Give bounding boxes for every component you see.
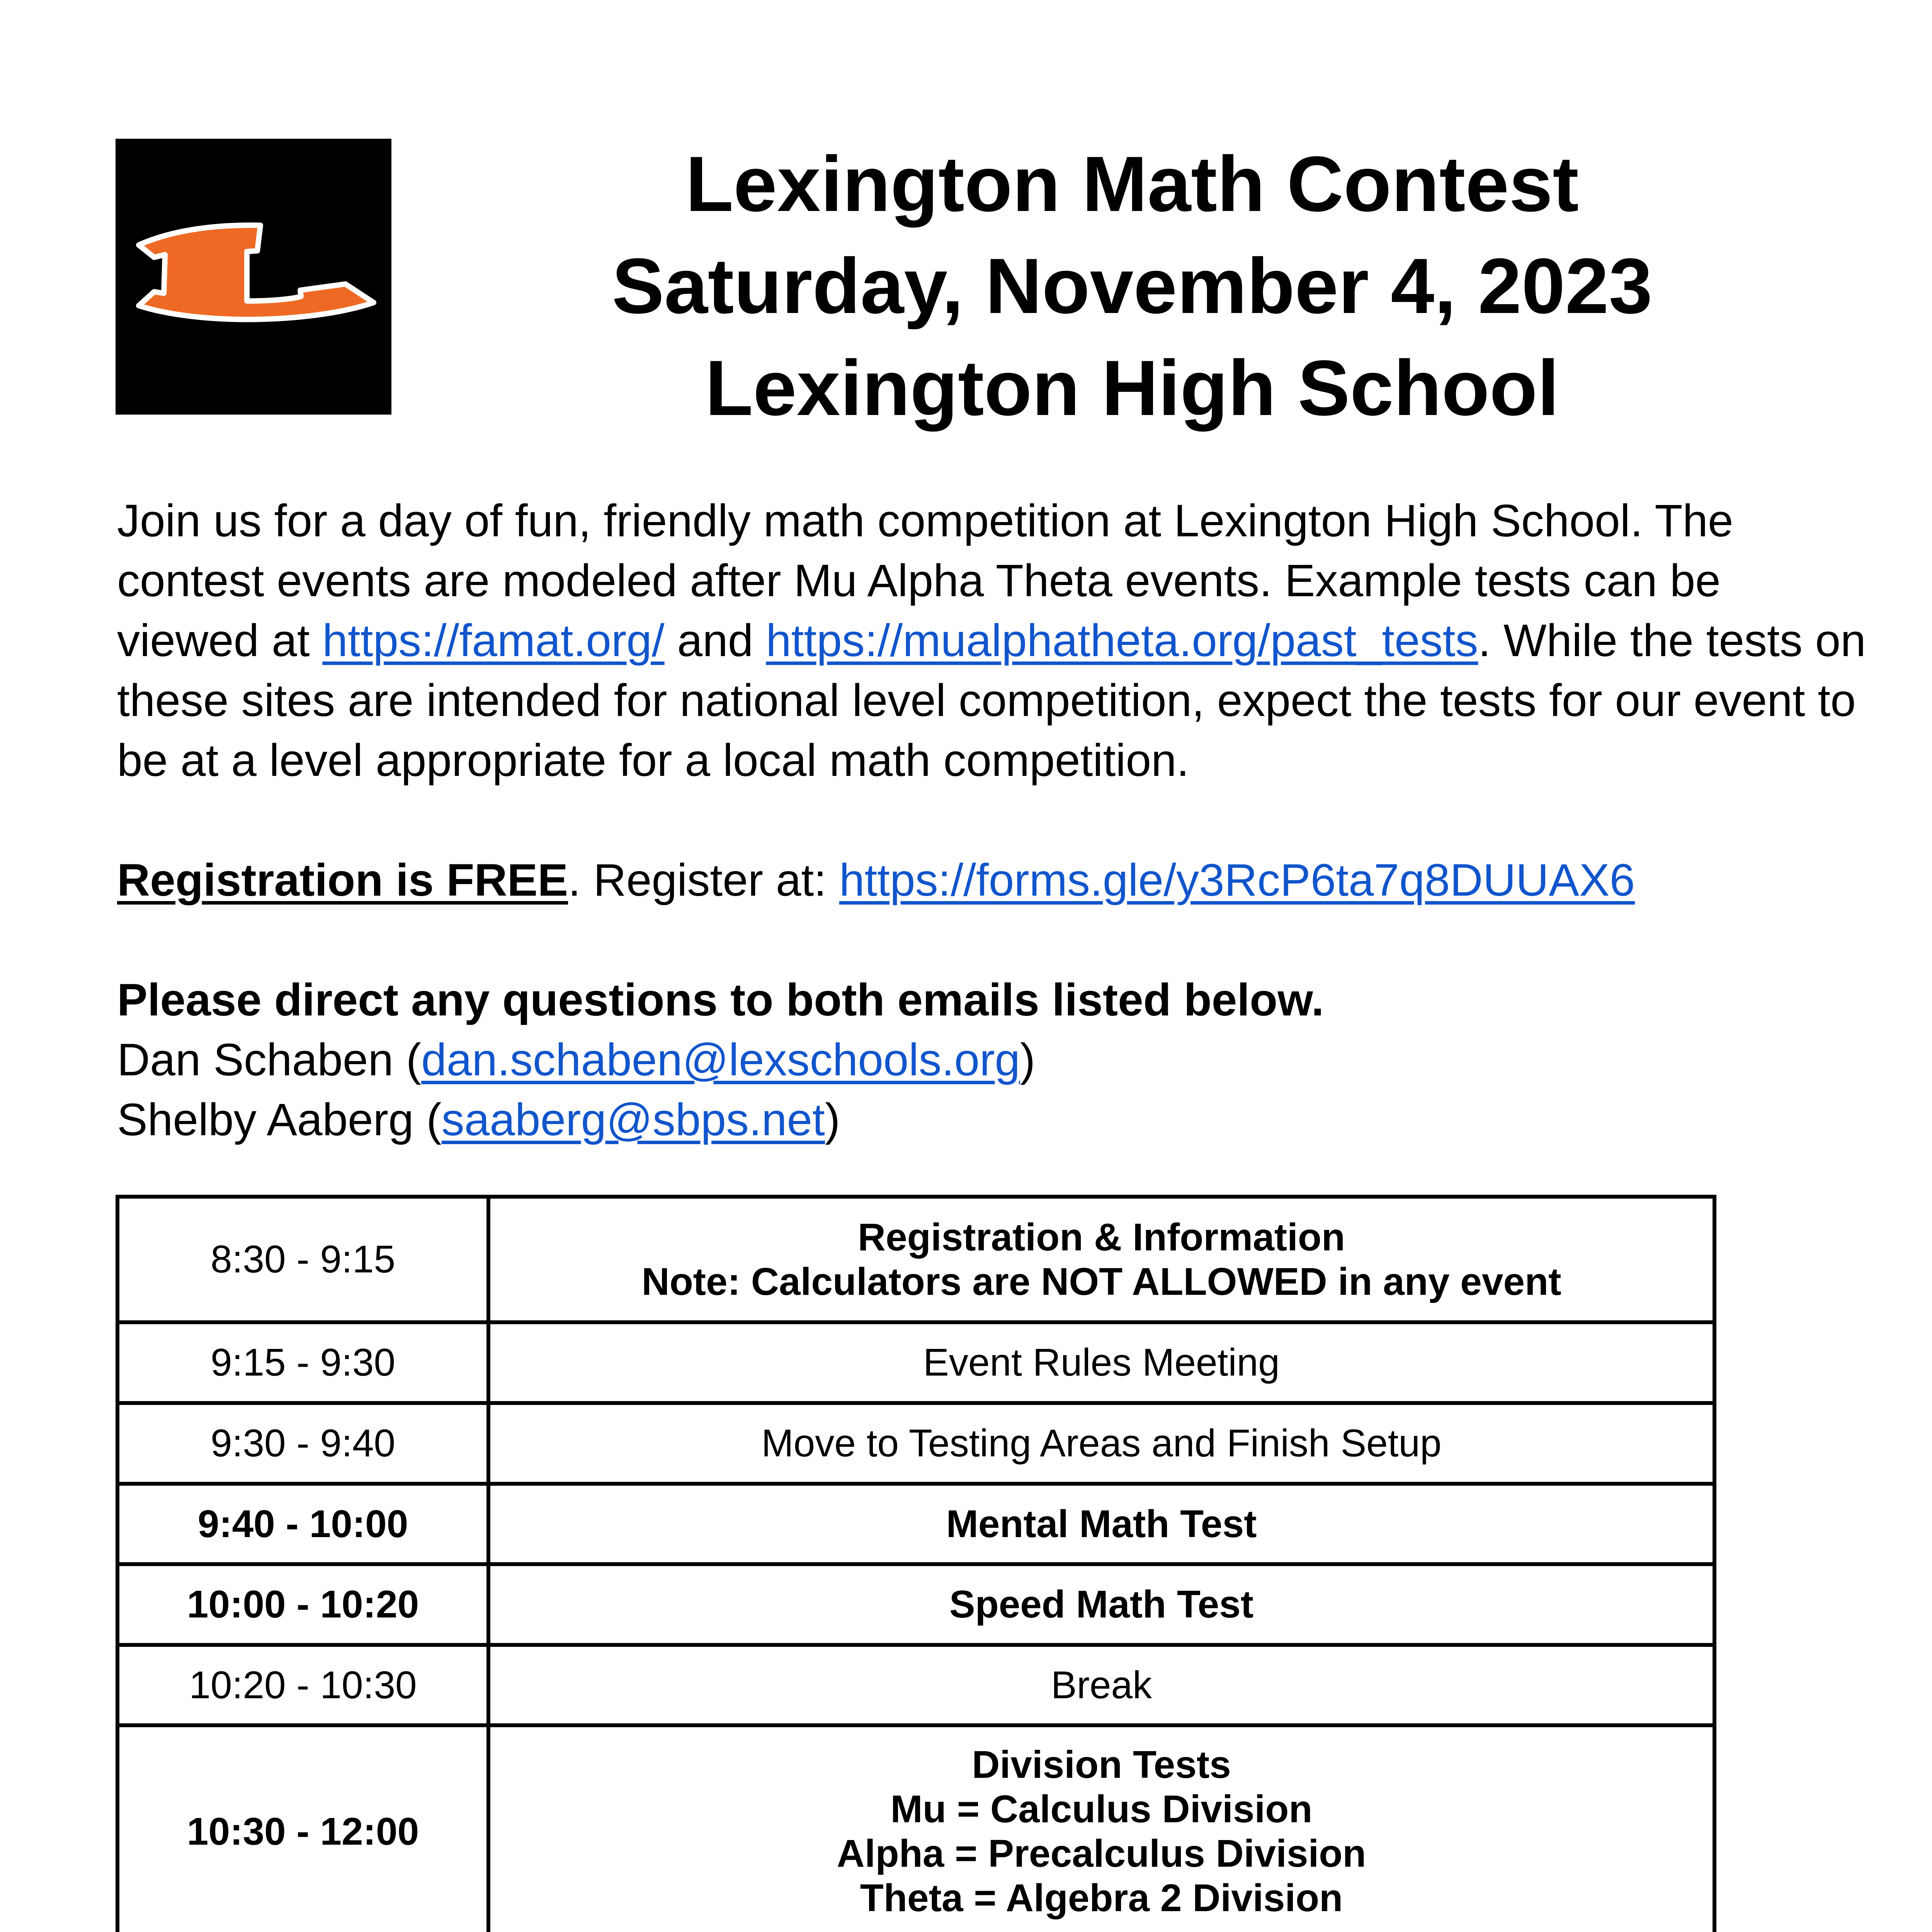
contact-close-paren: ) <box>1020 1034 1036 1085</box>
schedule-row <box>117 1645 1714 1725</box>
schedule-event <box>488 1197 1714 1322</box>
intro-line-5: be at a level appropriate for a local math competition. <box>117 735 1189 786</box>
mualphatheta-past-tests-link[interactable]: https://mualphatheta.org/past_tests <box>766 615 1478 666</box>
schedule-event <box>488 1403 1714 1484</box>
email-link-shelby-aaberg[interactable]: saaberg@sbps.net <box>441 1094 825 1145</box>
schedule-row <box>117 1564 1714 1645</box>
schedule-event-line: Speed Math Test <box>949 1583 1254 1626</box>
schedule-event-line: Move to Testing Areas and Finish Setup <box>761 1422 1442 1465</box>
schedule-row <box>117 1197 1714 1322</box>
schedule-time: 9:40 - 10:00 <box>117 1484 488 1564</box>
schedule-row <box>117 1484 1714 1564</box>
registration-free-label: Registration is FREE <box>117 855 568 906</box>
intro-line-2: contest events are modeled after Mu Alpha Theta events. Example tests can be <box>117 555 1721 606</box>
schedule-event-line: Registration & Information <box>857 1215 1345 1259</box>
intro-line-3 <box>117 612 1866 670</box>
famat-link[interactable]: https://famat.org/ <box>322 615 665 666</box>
intro-text: and <box>664 615 766 666</box>
contacts-heading: Please direct any questions to both emails listed below. <box>117 975 1324 1026</box>
contact-name: Shelby Aaberg ( <box>117 1094 442 1145</box>
title-contest-name: Lexington Math Contest <box>685 140 1579 228</box>
registration-line <box>117 851 1635 909</box>
contact-name: Dan Schaben ( <box>117 1034 422 1085</box>
registration-form-link[interactable]: https://forms.gle/y3RcP6ta7q8DUUAX6 <box>839 855 1635 906</box>
schedule-event <box>488 1645 1714 1725</box>
schedule-event <box>488 1322 1714 1403</box>
schedule-event <box>488 1564 1714 1645</box>
schedule-time: 9:30 - 9:40 <box>117 1403 488 1484</box>
schedule-event-line: Note: Calculators are NOT ALLOWED in any event <box>641 1260 1561 1303</box>
schedule-event-line: Event Rules Meeting <box>923 1341 1280 1384</box>
schedule-event <box>488 1484 1714 1564</box>
contact-dan-schaben <box>117 1031 1035 1089</box>
schedule-event <box>488 1725 1714 1932</box>
schedule-time: 8:30 - 9:15 <box>117 1197 488 1322</box>
intro-text: . While the tests on <box>1478 615 1866 666</box>
schedule-event-line: Mental Math Test <box>946 1502 1257 1546</box>
lexington-l-logo-icon <box>116 139 391 415</box>
email-link-dan-schaben[interactable]: dan.schaben@lexschools.org <box>421 1034 1020 1085</box>
schedule-row <box>117 1322 1714 1403</box>
schedule-time: 10:00 - 10:20 <box>117 1564 488 1645</box>
registration-text: . Register at: <box>568 855 839 906</box>
title-date: Saturday, November 4, 2023 <box>612 242 1653 330</box>
schedule-event-line: Division Tests <box>972 1743 1231 1786</box>
intro-text: viewed at <box>117 615 323 666</box>
schedule-event-line: Mu = Calculus Division <box>890 1787 1313 1831</box>
intro-line-1: Join us for a day of fun, friendly math competition at Lexington High School. The <box>117 495 1733 546</box>
schedule-event-line: Break <box>1051 1663 1152 1707</box>
title-location: Lexington High School <box>705 344 1560 432</box>
schedule-event-line: Alpha = Precalculus Division <box>837 1832 1366 1875</box>
schedule-time: 10:30 - 12:00 <box>117 1725 488 1932</box>
schedule-time: 9:15 - 9:30 <box>117 1322 488 1403</box>
intro-line-4: these sites are intended for national level competition, expect the tests for our event to <box>117 675 1856 726</box>
schedule-row <box>117 1403 1714 1484</box>
schedule-table <box>116 1195 1716 1932</box>
school-logo <box>116 139 391 415</box>
contact-shelby-aaberg <box>117 1091 840 1149</box>
schedule-row <box>117 1725 1714 1932</box>
schedule-event-line: Theta = Algebra 2 Division <box>860 1876 1343 1920</box>
schedule-time: 10:20 - 10:30 <box>117 1645 488 1725</box>
contact-close-paren: ) <box>825 1094 840 1145</box>
